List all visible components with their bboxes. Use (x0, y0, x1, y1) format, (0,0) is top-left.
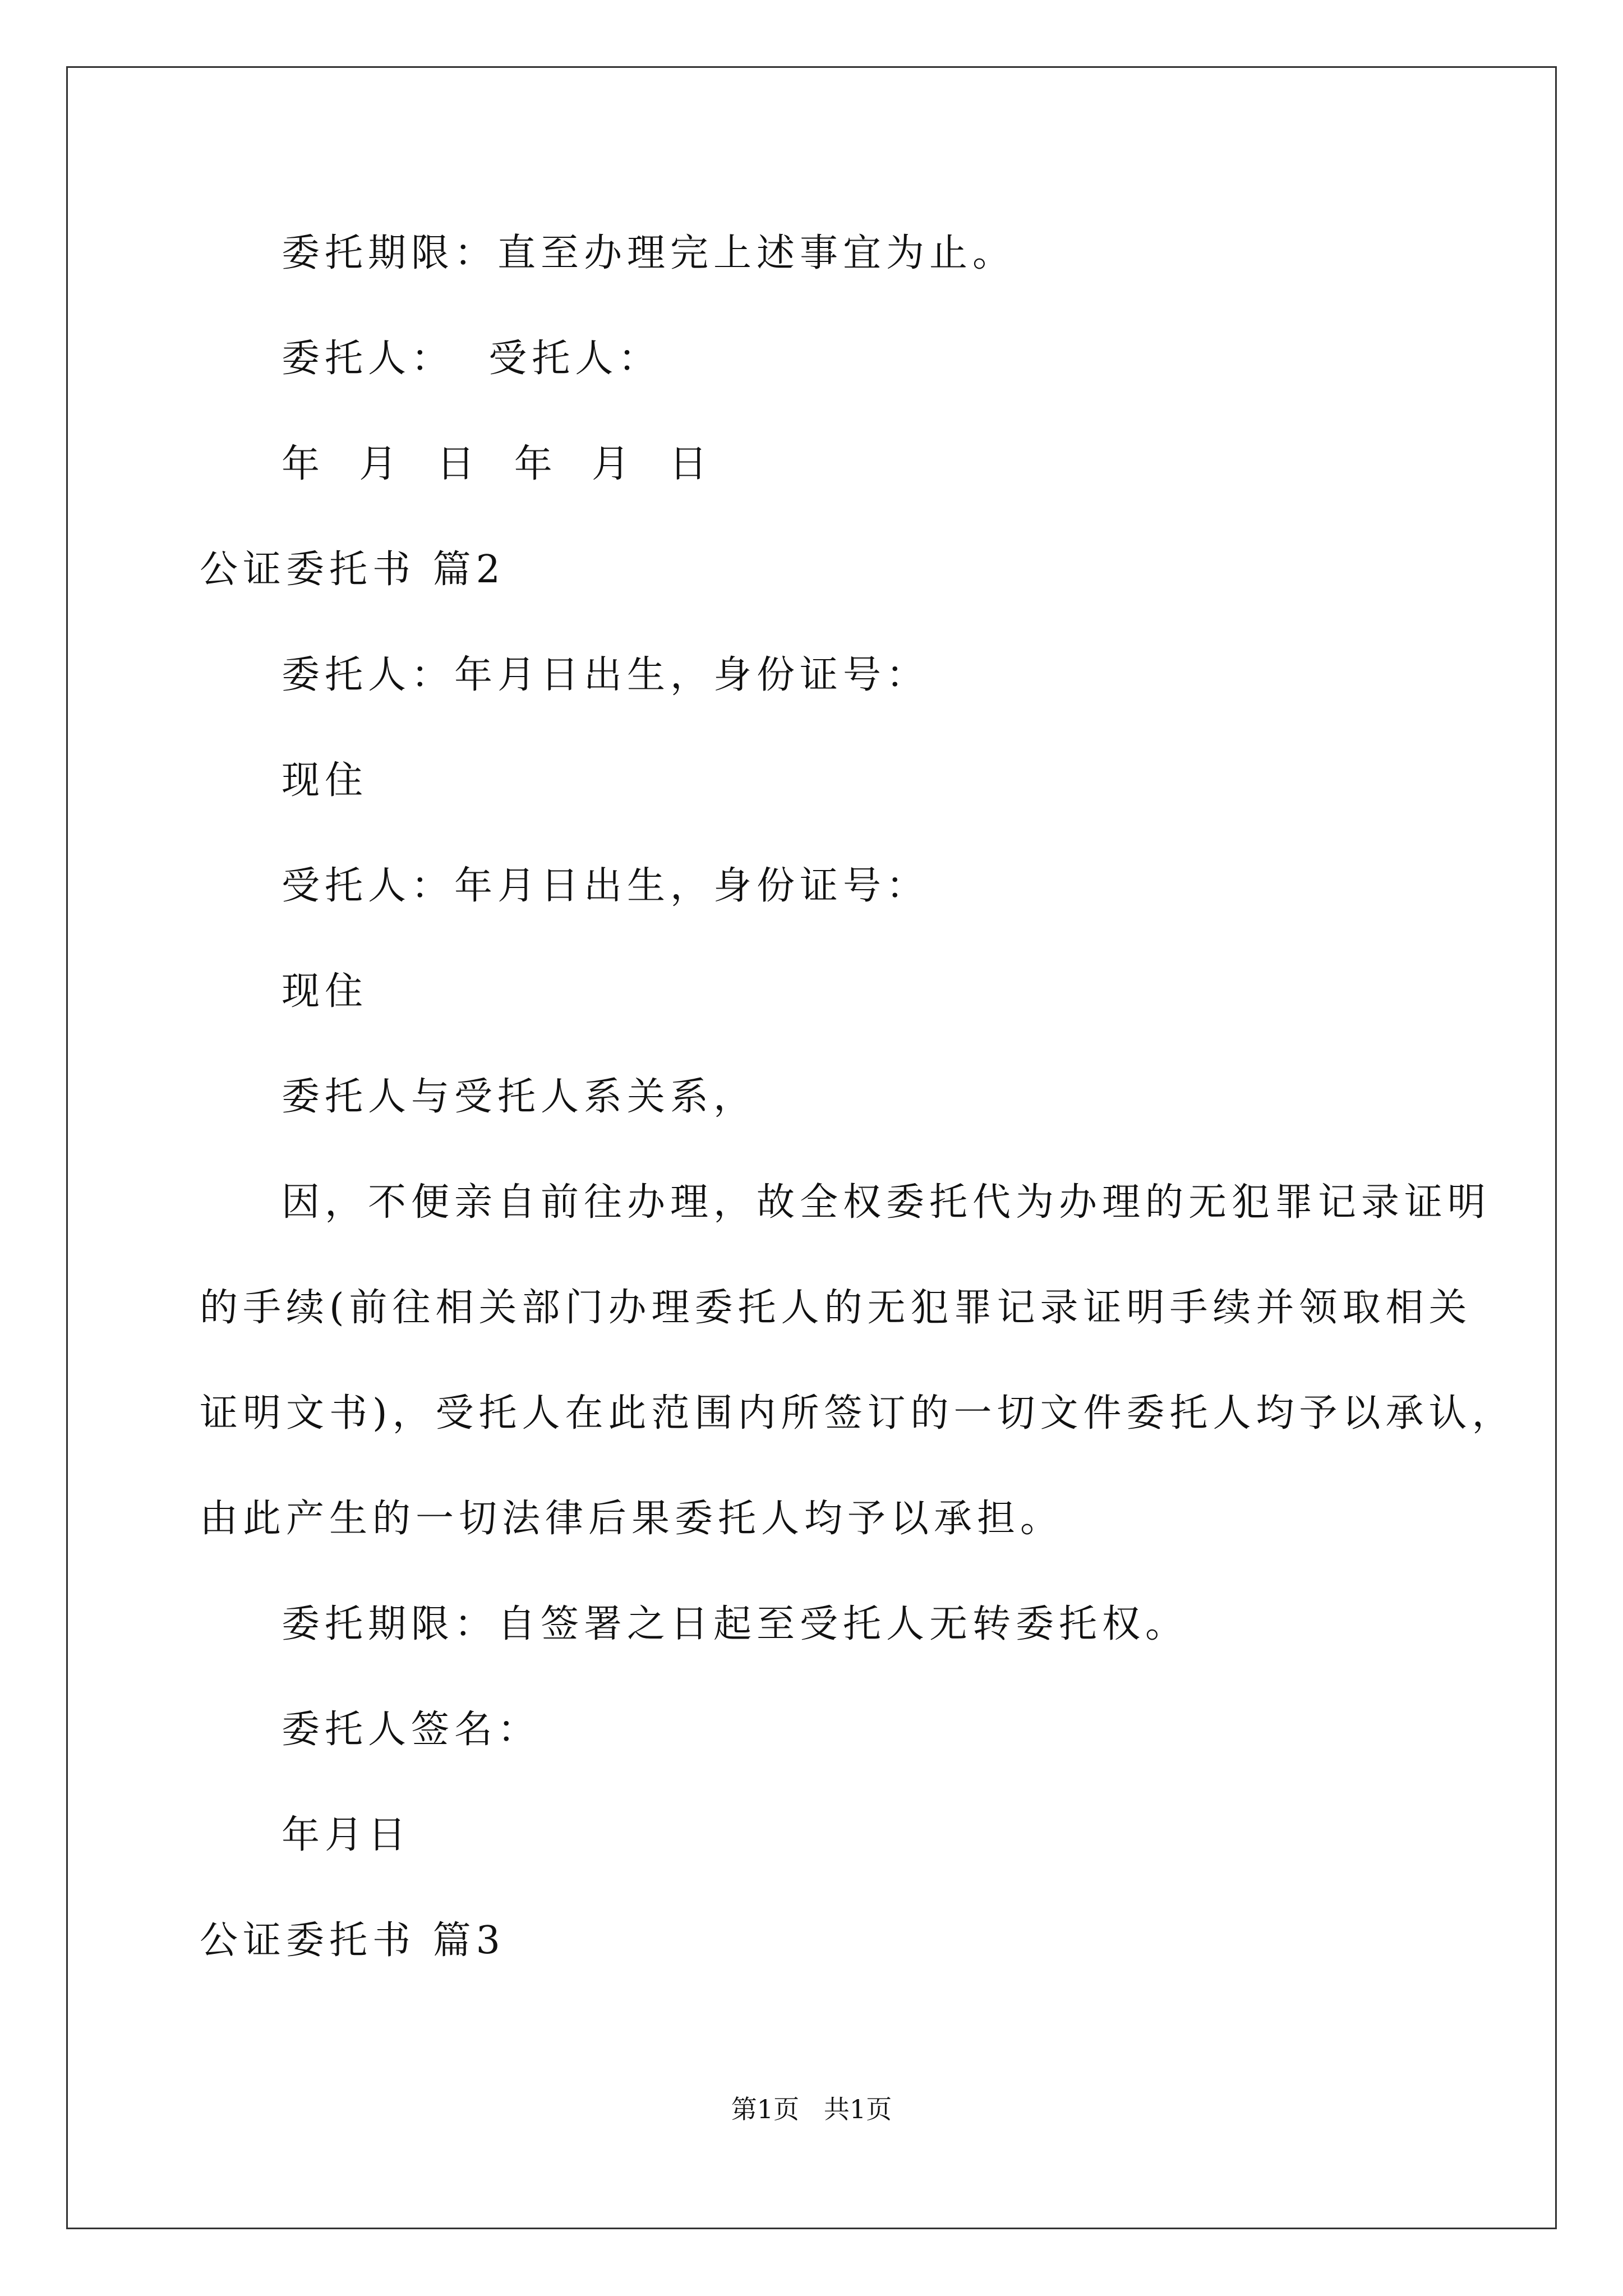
body-paragraph: 委托期限：自签署之日起至受托人无转委托权。 (282, 1602, 1189, 1646)
page-border (66, 66, 1557, 2229)
body-paragraph: 受托人：年月日出生，身份证号： (282, 864, 930, 908)
date-placeholder: 年月日 (282, 1813, 412, 1857)
signature-label: 委托人签名： (282, 1708, 541, 1752)
body-paragraph: 委托期限：直至办理完上述事宜为止。 (282, 231, 1016, 275)
date-placeholder: 年 月 日 年 月 日 (282, 442, 713, 486)
body-paragraph: 委托人：年月日出生，身份证号： (282, 653, 930, 697)
body-paragraph: 委托人与受托人系关系， (282, 1075, 757, 1119)
body-paragraph-continued: 证明文书)，受托人在此范围内所签订的一切文件委托人均予以承认， (200, 1391, 1515, 1435)
body-paragraph-continued: 由此产生的一切法律后果委托人均予以承担。 (200, 1497, 1064, 1541)
signatory-labels: 委托人： 受托人： (282, 337, 662, 381)
body-paragraph: 现住 (282, 969, 368, 1014)
body-paragraph: 现住 (282, 758, 368, 803)
body-paragraph: 因，不便亲自前往办理，故全权委托代为办理的无犯罪记录证明 (282, 1180, 1491, 1225)
section-heading: 公证委托书 篇2 (200, 547, 505, 592)
page-number-footer: 第1页 共1页 (731, 2094, 892, 2124)
body-paragraph-continued: 的手续(前往相关部门办理委托人的无犯罪记录证明手续并领取相关 (200, 1286, 1472, 1330)
section-heading: 公证委托书 篇3 (200, 1918, 505, 1963)
